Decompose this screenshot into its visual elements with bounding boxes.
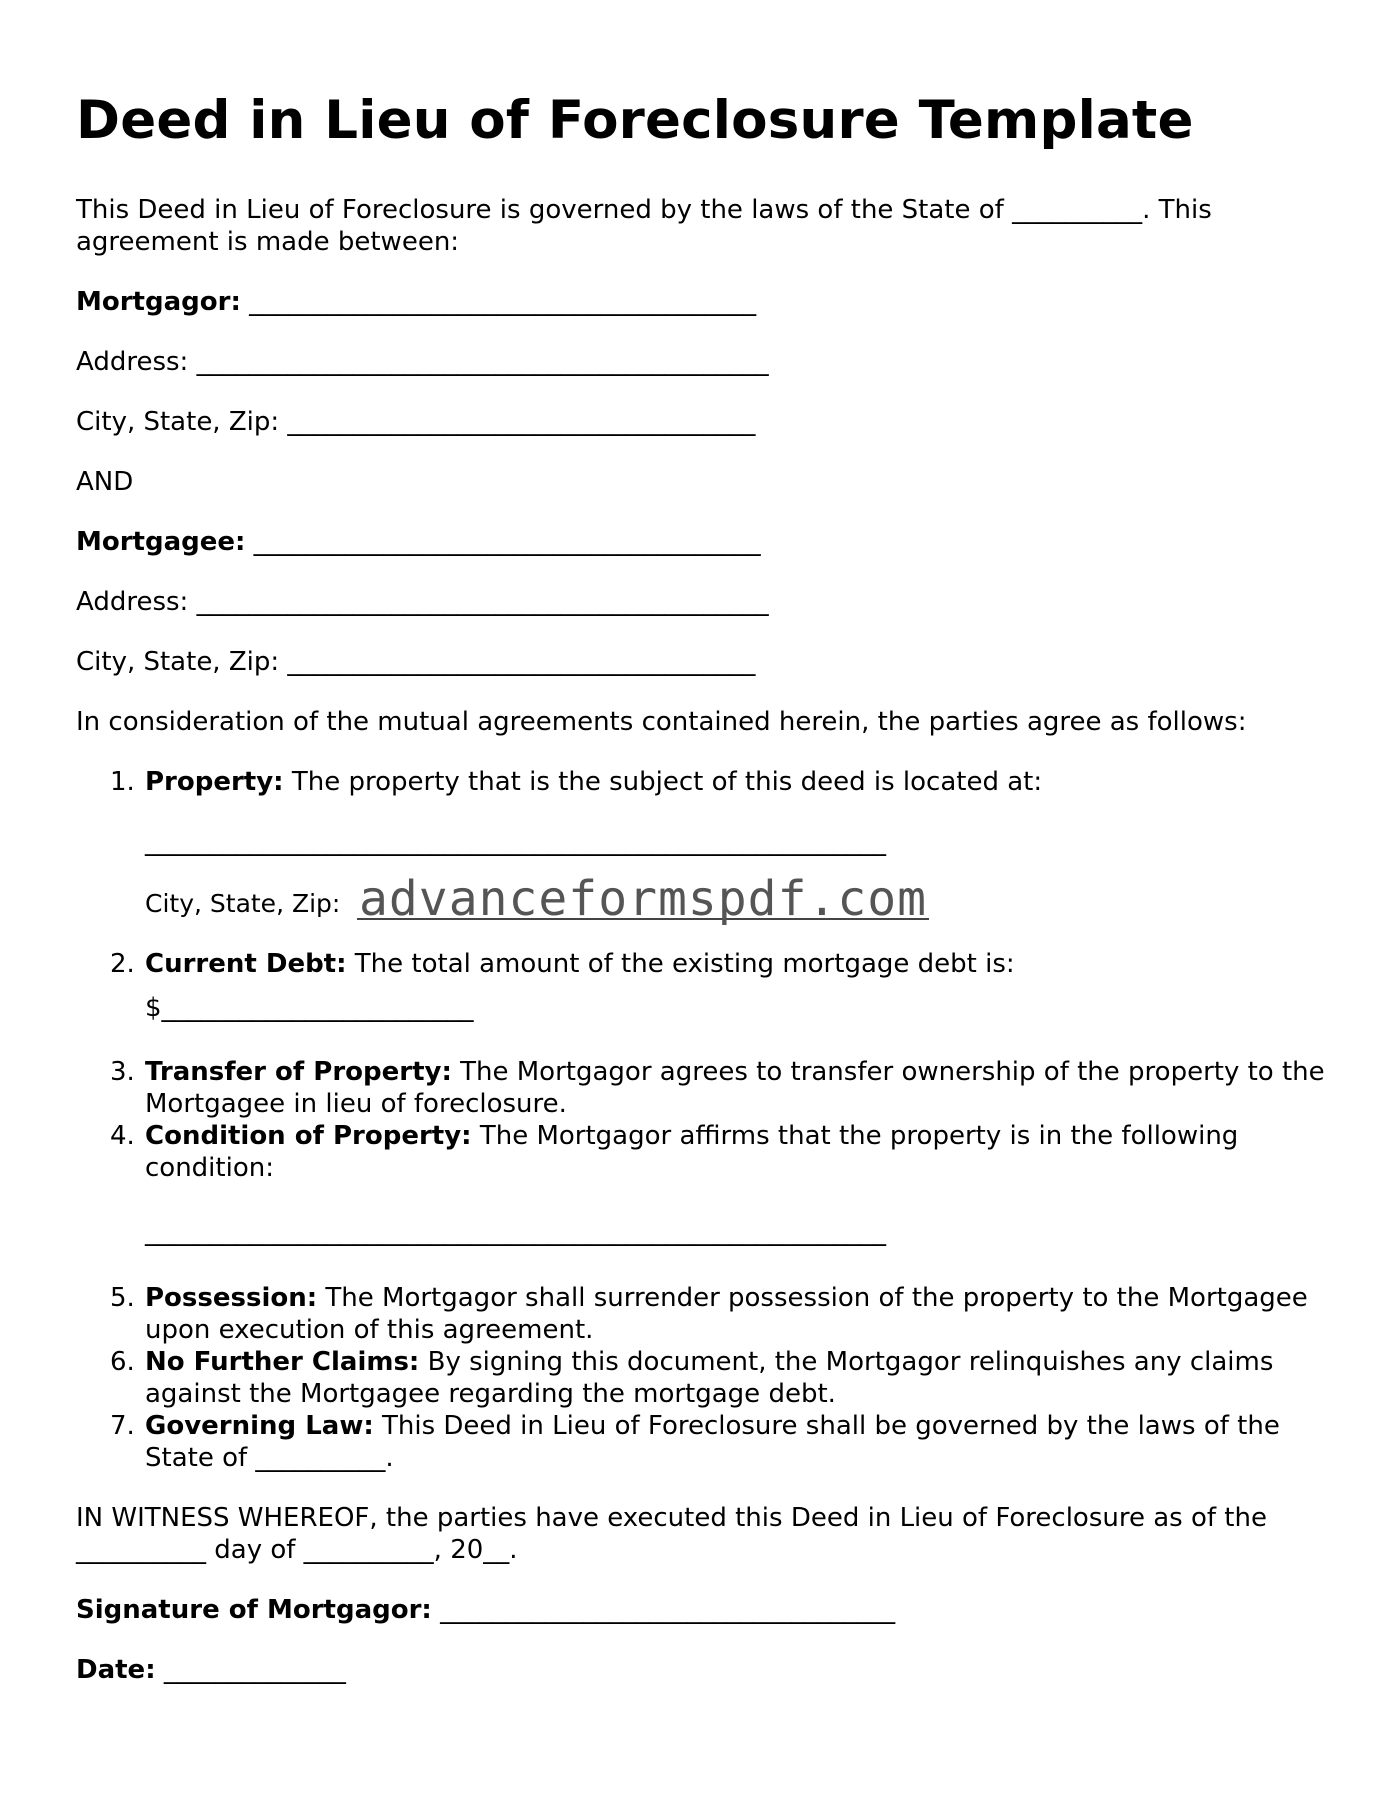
item-text: The Mortgagor agrees to transfer ownership of the property to the Mortgagee in lieu of foreclosure. xyxy=(145,1057,1325,1119)
mortgagor-blank: _______________________________________ xyxy=(240,287,757,317)
property-city-label: City, State, Zip: xyxy=(145,889,341,918)
and-text: AND xyxy=(76,467,134,497)
mortgagor-city: City, State, Zip: ____________________________________ xyxy=(76,407,756,437)
item-number: 2. xyxy=(110,949,135,979)
terms-list xyxy=(76,1282,1326,1474)
item-text: This Deed in Lieu of Foreclosure shall be governed by the laws of the State of __________. xyxy=(145,1411,1280,1473)
item-label: Governing Law: xyxy=(145,1411,374,1441)
mortgagee-city: City, State, Zip: ____________________________________ xyxy=(76,647,756,677)
mortgagee-label: Mortgagee: xyxy=(76,527,246,557)
terms-list xyxy=(76,948,1326,980)
item-label: Current Debt: xyxy=(145,949,347,979)
list-item xyxy=(76,766,1326,798)
witness-paragraph: IN WITNESS WHEREOF, the parties have executed this Deed in Lieu of Foreclosure as of the __________ day of __________, 20__. xyxy=(76,1503,1267,1565)
intro-paragraph: This Deed in Lieu of Foreclosure is governed by the laws of the State of __________. This agreement is made between: xyxy=(76,195,1212,257)
item-number: 5. xyxy=(110,1283,135,1313)
date-line xyxy=(76,1654,1326,1686)
item-text: The property that is the subject of this deed is located at: xyxy=(283,767,1043,797)
mortgagor-address: Address: ____________________________________________ xyxy=(76,347,769,377)
item-label: Condition of Property: xyxy=(145,1121,472,1151)
signature-blank: ___________________________________ xyxy=(431,1595,896,1625)
item-number: 6. xyxy=(110,1347,135,1377)
signature-label: Signature of Mortgagor: xyxy=(76,1595,432,1625)
watermark: advanceformspdf.com xyxy=(359,871,928,927)
debt-amount-blank: $________________________ xyxy=(145,993,474,1023)
date-label: Date: xyxy=(76,1655,156,1685)
list-item xyxy=(76,1346,1326,1410)
list-item xyxy=(76,1056,1326,1120)
signature-line xyxy=(76,1594,1326,1626)
condition-blank: _________________________________________________________ xyxy=(145,1217,886,1247)
mortgagor-line xyxy=(76,286,1326,318)
list-item xyxy=(76,948,1326,980)
list-item xyxy=(76,1282,1326,1346)
terms-list xyxy=(76,1056,1326,1184)
item-label: No Further Claims: xyxy=(145,1347,420,1377)
mortgagee-address: Address: ____________________________________________ xyxy=(76,587,769,617)
mortgagor-label: Mortgagor: xyxy=(76,287,241,317)
property-address-blank: _________________________________________________________ xyxy=(145,827,886,857)
item-number: 4. xyxy=(110,1121,135,1151)
property-city-row xyxy=(145,871,1326,927)
document-page xyxy=(76,88,1326,1714)
item-number: 1. xyxy=(110,767,135,797)
list-item xyxy=(76,1120,1326,1184)
item-text: The Mortgagor affirms that the property is in the following condition: xyxy=(145,1121,1239,1183)
item-text: The Mortgagor shall surrender possession of the property to the Mortgagee upon execution of this agreement. xyxy=(145,1283,1308,1345)
item-text: The total amount of the existing mortgage debt is: xyxy=(346,949,1015,979)
item-label: Property: xyxy=(145,767,284,797)
item-label: Transfer of Property: xyxy=(145,1057,452,1087)
date-blank: ______________ xyxy=(155,1655,346,1685)
terms-list xyxy=(76,766,1326,798)
item-number: 3. xyxy=(110,1057,135,1087)
item-number: 7. xyxy=(110,1411,135,1441)
item-text: By signing this document, the Mortgagor relinquishes any claims against the Mortgagee regarding the mortgage debt. xyxy=(145,1347,1274,1409)
page-title: Deed in Lieu of Foreclosure Template xyxy=(76,90,1194,151)
mortgagee-blank: _______________________________________ xyxy=(245,527,761,557)
mortgagee-line xyxy=(76,526,1326,558)
item-label: Possession: xyxy=(145,1283,318,1313)
list-item xyxy=(76,1410,1326,1474)
consideration-paragraph: In consideration of the mutual agreements contained herein, the parties agree as follows: xyxy=(76,707,1247,737)
